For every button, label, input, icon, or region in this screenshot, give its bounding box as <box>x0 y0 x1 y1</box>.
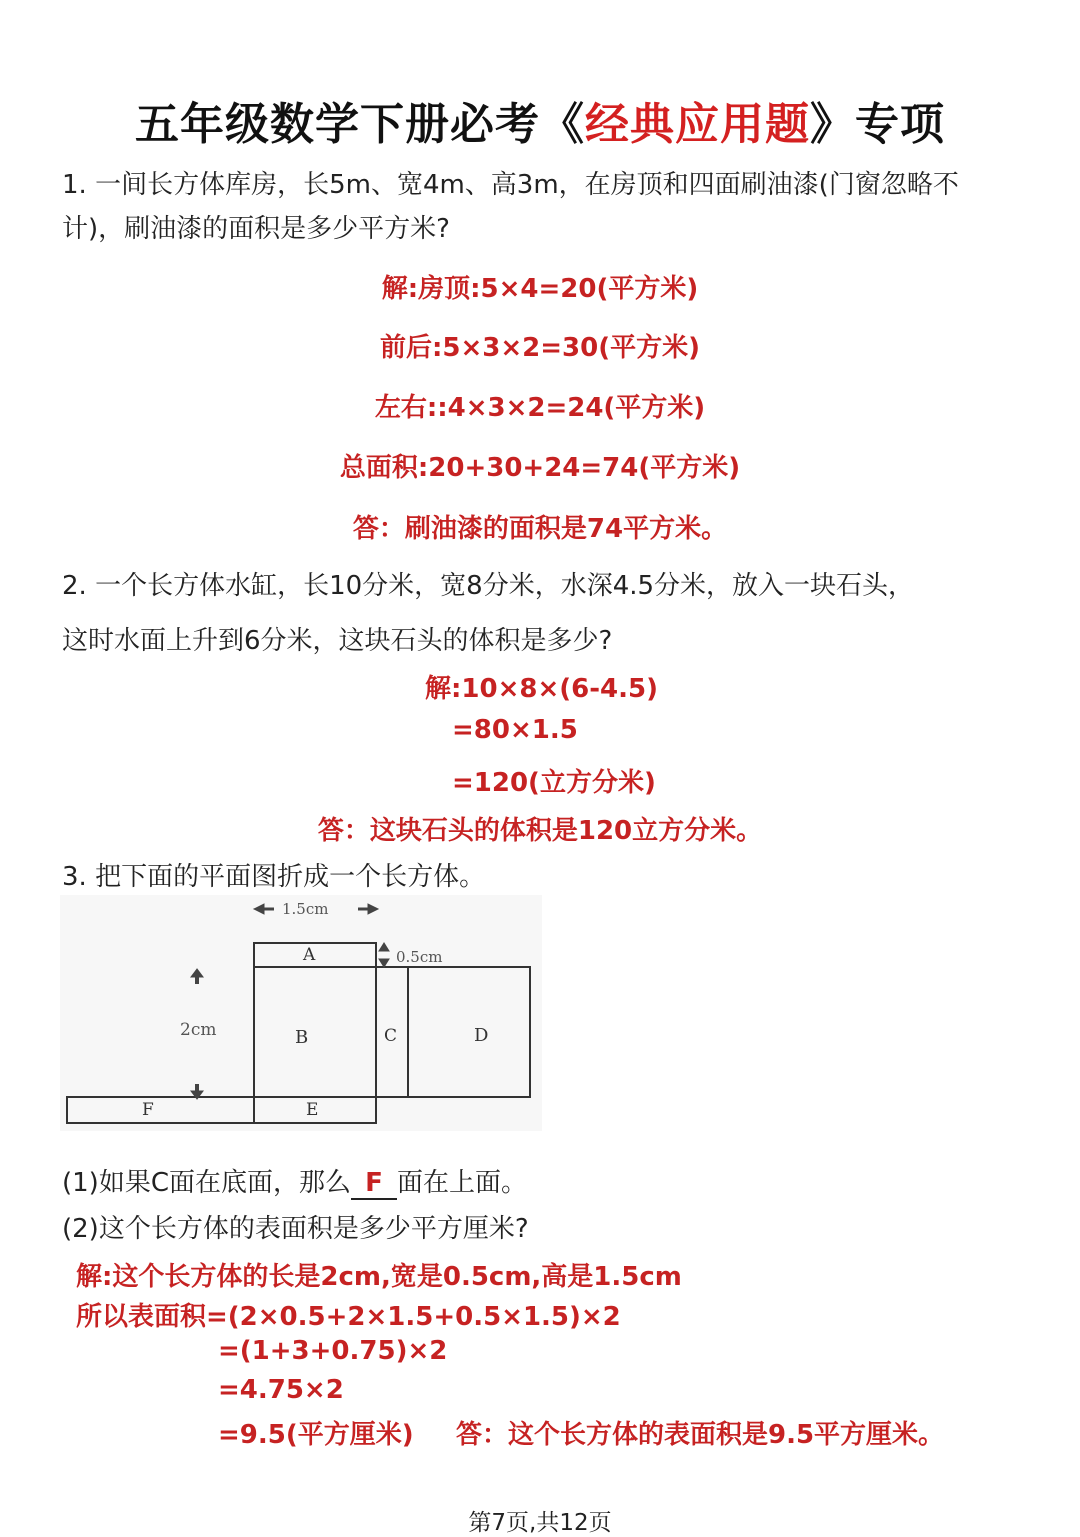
q1-line1: 1. 一间长方体库房，长5m、宽4m、高3m，在房顶和四面刷油漆(门窗忽略不 <box>62 170 959 200</box>
q3-sub2: (2)这个长方体的表面积是多少平方厘米? <box>62 1214 529 1244</box>
face-b-label: B <box>295 1027 309 1048</box>
q2-line1: 2. 一个长方体水缸，长10分米，宽8分米，水深4.5分米，放入一块石头， <box>62 571 915 601</box>
face-c-label: C <box>384 1026 398 1046</box>
q2-solution-step: =120(立方分米) <box>452 768 656 798</box>
q3-solution-step: =4.75×2 <box>218 1375 344 1405</box>
q3-answer: 答：这个长方体的表面积是9.5平方厘米。 <box>456 1420 945 1450</box>
q2-solution-step: 解:10×8×(6-4.5) <box>425 674 658 704</box>
q1-solution-step: 总面积:20+30+24=74(平方米) <box>339 453 741 483</box>
width-label: 1.5cm <box>282 900 329 918</box>
q3-sub1: (1)如果C面在底面，那么 F 面在上面。 <box>62 1168 527 1198</box>
q3-solution-step: =(1+3+0.75)×2 <box>218 1336 448 1366</box>
cuboid-net-figure <box>60 895 542 1131</box>
q2-solution-step: =80×1.5 <box>452 715 578 745</box>
q1-line2: 计)，刷油漆的面积是多少平方米? <box>62 214 450 244</box>
title-suffix: 》专项 <box>810 99 945 150</box>
height-label: 2cm <box>180 1020 217 1040</box>
q3-line1: 3. 把下面的平面图折成一个长方体。 <box>62 862 486 892</box>
q3-solution-step: 解:这个长方体的长是2cm,宽是0.5cm,高是1.5cm <box>76 1262 682 1292</box>
q1-solution-step: 左右::4×3×2=24(平方米) <box>374 393 706 423</box>
face-f-label: F <box>142 1100 154 1120</box>
depth-label: 0.5cm <box>396 948 443 966</box>
page-title <box>0 88 1080 152</box>
q1-solution-step: 解:房顶:5×4=20(平方米) <box>381 274 699 304</box>
q2-line2: 这时水面上升到6分米，这块石头的体积是多少? <box>62 626 613 656</box>
face-d-label: D <box>474 1025 489 1046</box>
q3-solution-step: =9.5(平方厘米) <box>218 1420 414 1450</box>
q3-sub1-blank: F <box>351 1168 397 1200</box>
q3-solution-step: 所以表面积=(2×0.5+2×1.5+0.5×1.5)×2 <box>76 1302 621 1332</box>
q1-answer: 答：刷油漆的面积是74平方米。 <box>352 514 728 544</box>
title-highlight: 经典应用题 <box>585 99 810 150</box>
q2-answer: 答：这块石头的体积是120立方分米。 <box>317 816 763 846</box>
face-a-label: A <box>303 945 316 965</box>
page-footer: 第7页,共12页 <box>468 1510 612 1536</box>
face-e-label: E <box>306 1100 319 1120</box>
q1-solution-step: 前后:5×3×2=30(平方米) <box>380 333 700 363</box>
title-prefix: 五年级数学下册必考《 <box>135 99 585 150</box>
figure-background <box>60 895 542 1131</box>
